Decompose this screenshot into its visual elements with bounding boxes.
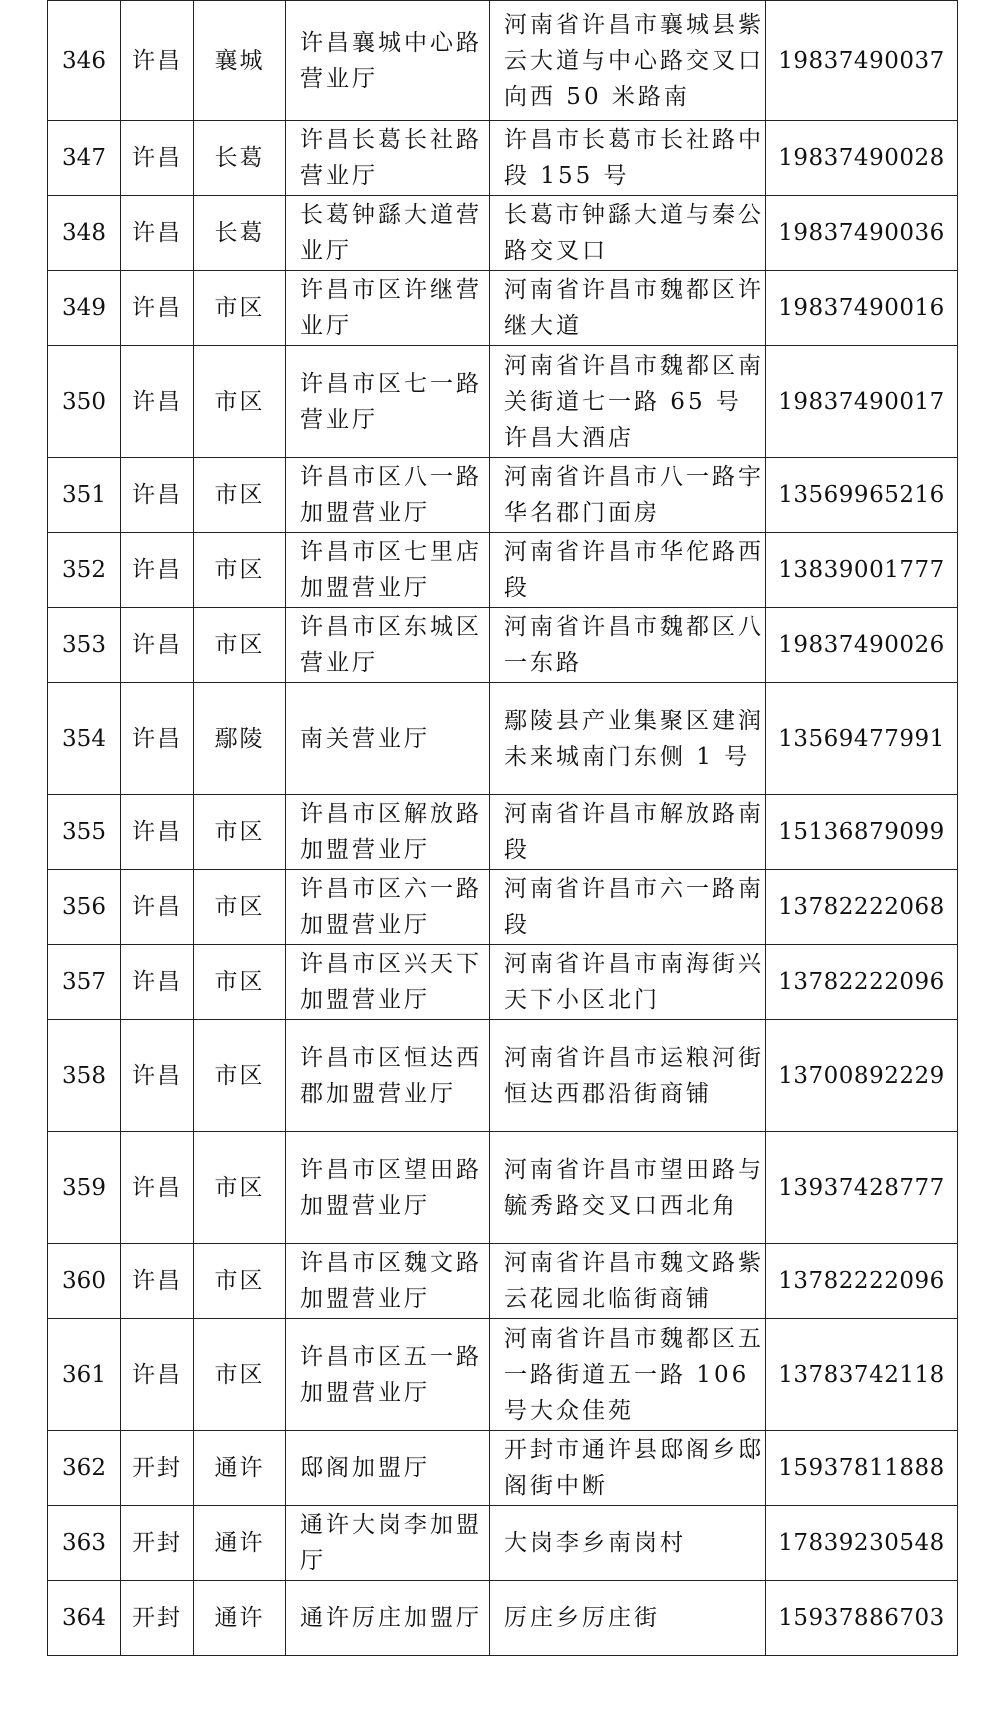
city-cell: 许昌 — [121, 121, 194, 196]
table-row — [48, 1020, 958, 1132]
address-cell: 河南省许昌市魏都区八一东路 — [490, 608, 766, 683]
city-cell: 许昌 — [121, 1319, 194, 1431]
outlet-name-cell: 许昌市区解放路加盟营业厅 — [286, 795, 490, 870]
outlet-name-cell: 许昌市区七里店加盟营业厅 — [286, 533, 490, 608]
outlet-name-cell: 许昌市区东城区营业厅 — [286, 608, 490, 683]
table-row — [48, 870, 958, 945]
address-cell: 厉庄乡厉庄街 — [490, 1581, 766, 1656]
phone-cell: 13937428777 — [766, 1132, 958, 1244]
county-cell: 市区 — [194, 1132, 286, 1244]
address-cell: 河南省许昌市八一路宇华名郡门面房 — [490, 458, 766, 533]
city-cell: 许昌 — [121, 1132, 194, 1244]
outlet-name-cell: 许昌市区五一路加盟营业厅 — [286, 1319, 490, 1431]
outlet-name-cell: 许昌市区恒达西郡加盟营业厅 — [286, 1020, 490, 1132]
phone-cell: 19837490036 — [766, 196, 958, 271]
city-cell: 许昌 — [121, 196, 194, 271]
city-cell: 许昌 — [121, 1020, 194, 1132]
county-cell: 市区 — [194, 533, 286, 608]
outlet-table — [47, 0, 958, 1656]
phone-cell: 13783742118 — [766, 1319, 958, 1431]
table-row — [48, 945, 958, 1020]
phone-cell: 19837490026 — [766, 608, 958, 683]
city-cell: 许昌 — [121, 683, 194, 795]
address-cell: 鄢陵县产业集聚区建润未来城南门东侧 1 号 — [490, 683, 766, 795]
row-number: 348 — [48, 196, 121, 271]
phone-cell: 13782222096 — [766, 945, 958, 1020]
table-row — [48, 683, 958, 795]
address-cell: 长葛市钟繇大道与秦公路交叉口 — [490, 196, 766, 271]
row-number: 359 — [48, 1132, 121, 1244]
phone-cell: 13782222068 — [766, 870, 958, 945]
address-cell: 河南省许昌市襄城县紫云大道与中心路交叉口向西 50 米路南 — [490, 1, 766, 121]
phone-cell: 17839230548 — [766, 1506, 958, 1581]
address-cell: 河南省许昌市六一路南段 — [490, 870, 766, 945]
table-row — [48, 1244, 958, 1319]
row-number: 357 — [48, 945, 121, 1020]
table-row — [48, 608, 958, 683]
address-cell: 开封市通许县邸阁乡邸阁街中断 — [490, 1431, 766, 1506]
phone-cell: 13839001777 — [766, 533, 958, 608]
phone-cell: 15937811888 — [766, 1431, 958, 1506]
county-cell: 市区 — [194, 271, 286, 346]
county-cell: 通许 — [194, 1581, 286, 1656]
row-number: 353 — [48, 608, 121, 683]
address-cell: 河南省许昌市魏文路紫云花园北临街商铺 — [490, 1244, 766, 1319]
outlet-name-cell: 通许厉庄加盟厅 — [286, 1581, 490, 1656]
county-cell: 市区 — [194, 795, 286, 870]
county-cell: 市区 — [194, 945, 286, 1020]
phone-cell: 15136879099 — [766, 795, 958, 870]
county-cell: 市区 — [194, 608, 286, 683]
row-number: 346 — [48, 1, 121, 121]
city-cell: 许昌 — [121, 795, 194, 870]
row-number: 347 — [48, 121, 121, 196]
table-row — [48, 1506, 958, 1581]
city-cell: 许昌 — [121, 1, 194, 121]
phone-cell: 15937886703 — [766, 1581, 958, 1656]
city-cell: 许昌 — [121, 271, 194, 346]
address-cell: 河南省许昌市魏都区南关街道七一路 65 号许昌大酒店 — [490, 346, 766, 458]
row-number: 363 — [48, 1506, 121, 1581]
address-cell: 许昌市长葛市长社路中段 155 号 — [490, 121, 766, 196]
row-number: 358 — [48, 1020, 121, 1132]
city-cell: 许昌 — [121, 608, 194, 683]
county-cell: 通许 — [194, 1431, 286, 1506]
county-cell: 鄢陵 — [194, 683, 286, 795]
table-row — [48, 1132, 958, 1244]
row-number: 352 — [48, 533, 121, 608]
row-number: 354 — [48, 683, 121, 795]
outlet-name-cell: 许昌长葛长社路营业厅 — [286, 121, 490, 196]
address-cell: 河南省许昌市魏都区许继大道 — [490, 271, 766, 346]
row-number: 350 — [48, 346, 121, 458]
row-number: 351 — [48, 458, 121, 533]
outlet-name-cell: 许昌市区魏文路加盟营业厅 — [286, 1244, 490, 1319]
phone-cell: 19837490037 — [766, 1, 958, 121]
table-row — [48, 121, 958, 196]
county-cell: 市区 — [194, 458, 286, 533]
phone-cell: 13569477991 — [766, 683, 958, 795]
phone-cell: 19837490017 — [766, 346, 958, 458]
outlet-name-cell: 许昌市区兴天下加盟营业厅 — [286, 945, 490, 1020]
city-cell: 许昌 — [121, 458, 194, 533]
table-row — [48, 795, 958, 870]
phone-cell: 13569965216 — [766, 458, 958, 533]
address-cell: 河南省许昌市南海街兴天下小区北门 — [490, 945, 766, 1020]
row-number: 356 — [48, 870, 121, 945]
city-cell: 许昌 — [121, 533, 194, 608]
outlet-name-cell: 邸阁加盟厅 — [286, 1431, 490, 1506]
county-cell: 市区 — [194, 1319, 286, 1431]
address-cell: 河南省许昌市华佗路西段 — [490, 533, 766, 608]
county-cell: 市区 — [194, 870, 286, 945]
outlet-name-cell: 长葛钟繇大道营业厅 — [286, 196, 490, 271]
table-row — [48, 346, 958, 458]
table-row — [48, 196, 958, 271]
address-cell: 河南省许昌市魏都区五一路街道五一路 106 号大众佳苑 — [490, 1319, 766, 1431]
outlet-name-cell: 通许大岗李加盟厅 — [286, 1506, 490, 1581]
county-cell: 长葛 — [194, 196, 286, 271]
row-number: 362 — [48, 1431, 121, 1506]
table-row — [48, 1319, 958, 1431]
phone-cell: 19837490028 — [766, 121, 958, 196]
city-cell: 开封 — [121, 1431, 194, 1506]
address-cell: 大岗李乡南岗村 — [490, 1506, 766, 1581]
address-cell: 河南省许昌市望田路与毓秀路交叉口西北角 — [490, 1132, 766, 1244]
table-row — [48, 533, 958, 608]
outlet-name-cell: 许昌市区八一路加盟营业厅 — [286, 458, 490, 533]
phone-cell: 13700892229 — [766, 1020, 958, 1132]
outlet-table-body — [48, 1, 958, 1656]
outlet-name-cell: 许昌市区望田路加盟营业厅 — [286, 1132, 490, 1244]
county-cell: 市区 — [194, 1244, 286, 1319]
city-cell: 许昌 — [121, 346, 194, 458]
county-cell: 市区 — [194, 346, 286, 458]
city-cell: 开封 — [121, 1581, 194, 1656]
table-row — [48, 1, 958, 121]
table-row — [48, 1431, 958, 1506]
phone-cell: 19837490016 — [766, 271, 958, 346]
outlet-name-cell: 许昌襄城中心路营业厅 — [286, 1, 490, 121]
address-cell: 河南省许昌市解放路南段 — [490, 795, 766, 870]
row-number: 349 — [48, 271, 121, 346]
table-row — [48, 271, 958, 346]
row-number: 361 — [48, 1319, 121, 1431]
outlet-name-cell: 许昌市区七一路营业厅 — [286, 346, 490, 458]
row-number: 355 — [48, 795, 121, 870]
city-cell: 开封 — [121, 1506, 194, 1581]
county-cell: 市区 — [194, 1020, 286, 1132]
outlet-name-cell: 南关营业厅 — [286, 683, 490, 795]
outlet-name-cell: 许昌市区许继营业厅 — [286, 271, 490, 346]
county-cell: 长葛 — [194, 121, 286, 196]
county-cell: 通许 — [194, 1506, 286, 1581]
row-number: 360 — [48, 1244, 121, 1319]
row-number: 364 — [48, 1581, 121, 1656]
city-cell: 许昌 — [121, 870, 194, 945]
county-cell: 襄城 — [194, 1, 286, 121]
table-row — [48, 458, 958, 533]
outlet-name-cell: 许昌市区六一路加盟营业厅 — [286, 870, 490, 945]
phone-cell: 13782222096 — [766, 1244, 958, 1319]
city-cell: 许昌 — [121, 1244, 194, 1319]
address-cell: 河南省许昌市运粮河街恒达西郡沿街商铺 — [490, 1020, 766, 1132]
city-cell: 许昌 — [121, 945, 194, 1020]
table-row — [48, 1581, 958, 1656]
